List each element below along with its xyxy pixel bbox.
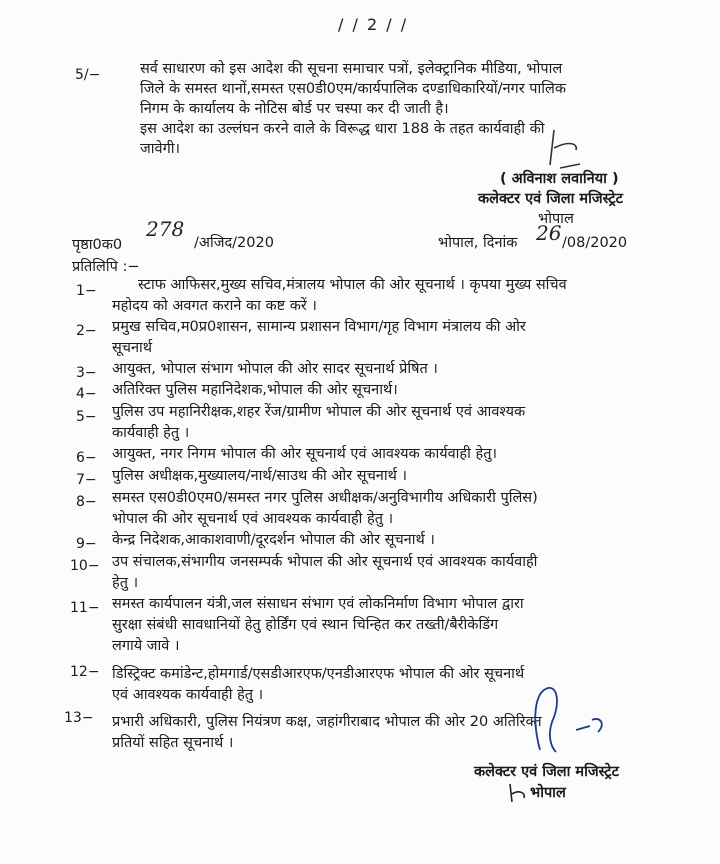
endorsement-prefix: पृष्ठा0क0	[72, 237, 123, 253]
copy-number: 2−	[76, 323, 97, 339]
signatory-name: ( अविनाश लवानिया )	[500, 171, 619, 187]
signatory-place: भोपाल	[530, 785, 566, 801]
copy-line: उप संचालक,संभागीय जनसम्पर्क भोपाल की ओर सूचनार्थ एवं आवश्यक कार्यवाही	[112, 554, 538, 570]
paragraph-number: 5/−	[75, 67, 101, 83]
copy-line: भोपाल की ओर सूचनार्थ एवं आवश्यक कार्यवाही हेतु ।	[112, 511, 394, 527]
copy-number: 5−	[76, 409, 97, 425]
copy-number: 7−	[76, 472, 97, 488]
signature-mark	[500, 680, 620, 760]
copy-number: 9−	[76, 536, 97, 552]
copy-line: समस्त कार्यपालन यंत्री,जल संसाधन संभाग एवं लोकनिर्माण विभाग भोपाल द्वारा	[112, 596, 524, 612]
copy-number: 1−	[76, 283, 97, 299]
copy-line: प्रतियों सहित सूचनार्थ ।	[112, 735, 234, 751]
copy-line: प्रभारी अधिकारी, पुलिस नियंत्रण कक्ष, जहांगीराबाद भोपाल की ओर 20 अतिरिक्त	[112, 714, 542, 730]
initial-mark	[506, 780, 530, 806]
date-day: 26	[536, 221, 562, 245]
copy-number: 8−	[76, 494, 97, 510]
copy-line: लगाये जावे ।	[112, 638, 180, 654]
copy-line: प्रमुख सचिव,म0प्र0शासन, सामान्य प्रशासन विभाग/गृह विभाग मंत्रालय की ओर	[112, 319, 526, 335]
endorsement-suffix: /अजिद/2020	[194, 235, 274, 251]
page-number: / / 2 / /	[338, 15, 409, 34]
paragraph-line: जावेगी।	[140, 141, 180, 157]
copy-line: हेतु ।	[112, 575, 139, 591]
paragraph-line: सर्व साधारण को इस आदेश की सूचना समाचार पत्रों, इलेक्ट्रानिक मीडिया, भोपाल	[140, 61, 563, 77]
copy-line: महोदय को अवगत कराने का कष्ट करें ।	[112, 298, 317, 314]
paragraph-line: इस आदेश का उल्लंघन करने वाले के विरूद्ध धारा 188 के तहत कार्यवाही की	[140, 121, 545, 137]
copy-line: केन्द्र निदेशक,आकाशवाणी/दूरदर्शन भोपाल की ओर सूचनार्थ ।	[112, 532, 435, 548]
endorsement-number: 278	[146, 217, 185, 241]
copy-number: 10−	[70, 558, 100, 574]
copy-line: सुरक्षा संबंधी सावधानियों हेतु होर्डिंग एवं स्थान चिन्हित कर तख्ती/बैरीकेडिंग	[112, 617, 499, 633]
copy-number: 12−	[70, 664, 100, 680]
copy-line: आयुक्त, भोपाल संभाग भोपाल की ओर सादर सूचनार्थ प्रेषित ।	[112, 361, 438, 377]
copy-number: 6−	[76, 450, 97, 466]
copy-line: आयुक्त, नगर निगम भोपाल की ओर सूचनार्थ एवं आवश्यक कार्यवाही हेतु।	[112, 446, 497, 462]
copy-line: एवं आवश्यक कार्यवाही हेतु ।	[112, 687, 264, 703]
signatory-designation: कलेक्टर एवं जिला मजिस्ट्रेट	[474, 764, 619, 780]
paragraph-line: जिले के समस्त थानों,समस्त एस0डी0एम/कार्यपालिक दण्डाधिकारियों/नगर पालिक	[140, 81, 566, 97]
copy-number: 3−	[76, 365, 97, 381]
paragraph-line: निगम के कार्यालय के नोटिस बोर्ड पर चस्पा कर दी जाती है।	[140, 101, 449, 117]
copy-number: 13−	[64, 710, 94, 726]
copy-number: 4−	[76, 386, 97, 402]
date-suffix: /08/2020	[562, 235, 628, 251]
signatory-designation: कलेक्टर एवं जिला मजिस्ट्रेट	[478, 191, 623, 207]
copy-line: डिस्ट्रिक्ट कमांडेन्ट,होमगार्ड/एसडीआरएफ/एनडीआरएफ भोपाल की ओर सूचनार्थ	[112, 666, 525, 682]
copy-line: कार्यवाही हेतु ।	[112, 425, 190, 441]
copy-number: 11−	[70, 600, 100, 616]
copy-line: समस्त एस0डी0एम0/समस्त नगर पुलिस अधीक्षक/अनुविभागीय अधिकारी पुलिस)	[112, 490, 538, 506]
copy-line: पुलिस उप महानिरीक्षक,शहर रेंज/ग्रामीण भोपाल की ओर सूचनार्थ एवं आवश्यक	[112, 404, 526, 420]
copy-line: पुलिस अधीक्षक,मुख्यालय/नार्थ/साउथ की ओर सूचनार्थ ।	[112, 468, 407, 484]
date-prefix: भोपाल, दिनांक	[438, 235, 518, 251]
copy-line: सूचनार्थ	[112, 340, 153, 356]
copy-line: स्टाफ आफिसर,मुख्य सचिव,मंत्रालय भोपाल की ओर सूचनार्थ । कृपया मुख्य सचिव	[138, 277, 567, 293]
copy-line: अतिरिक्त पुलिस महानिदेशक,भोपाल की ओर सूचनार्थ।	[112, 382, 398, 398]
signatory-place: भोपाल	[538, 211, 574, 227]
copy-label: प्रतिलिपि :−	[72, 259, 140, 275]
